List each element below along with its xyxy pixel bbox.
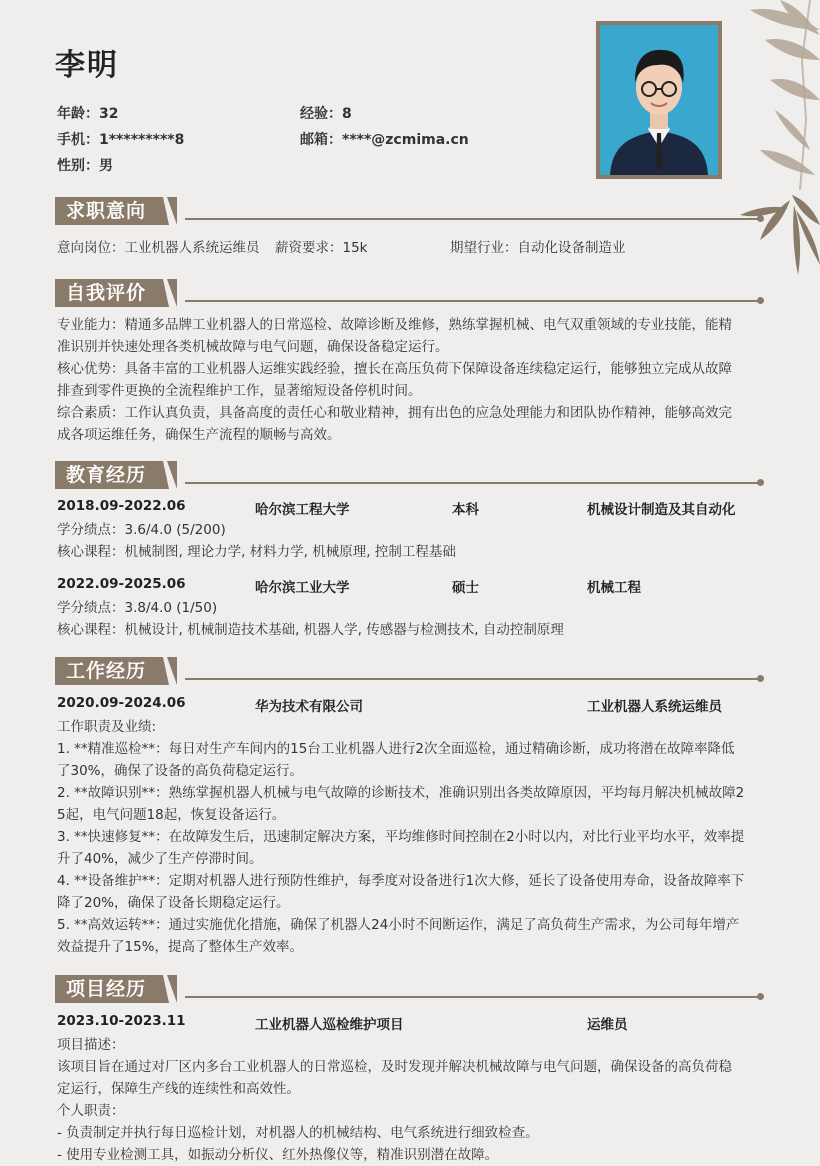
- edu-period: 2018.09-2022.06: [57, 498, 186, 514]
- project-duty-line: - 负责制定并执行每日巡检计划，对机器人的机械结构、电气系统进行细致检查。: [57, 1125, 539, 1141]
- work-intro: 工作职责及业绩:: [57, 719, 157, 735]
- project-period: 2023.10-2023.11: [57, 1013, 186, 1029]
- phone: 手机：1*********8: [57, 132, 185, 148]
- work-line: 4. **设备维护**：定期对机器人进行预防性维护，每季度对设备进行1次大修，延长了设备使用寿命，设备故障率下: [57, 873, 745, 889]
- section-dot: [757, 675, 764, 682]
- age: 年龄：32: [57, 106, 119, 122]
- work-line: 2. **故障识别**：熟练掌握机器人机械与电气故障的诊断技术，准确识别出各类故障原因，平均每月解决机械故障2: [57, 785, 745, 801]
- work-line: 3. **快速修复**：在故障发生后，迅速制定解决方案，平均维修时间控制在2小时以内，对比行业平均水平，效率提: [57, 829, 745, 845]
- self-eval-line: 综合素质：工作认真负责，具备高度的责任心和敬业精神，拥有出色的应急处理能力和团队协作精神，能够高效完: [57, 405, 732, 421]
- self-eval-line: 专业能力：精通多品牌工业机器人的日常巡检、故障诊断及维修，熟练掌握机械、电气双重领域的专业技能，能精: [57, 317, 732, 333]
- edu-gpa: 学分绩点：3.8/4.0 (1/50): [57, 600, 218, 616]
- section-label: 教育经历: [66, 464, 147, 486]
- section-title-education: [55, 461, 181, 489]
- work-line: 降了20%，确保了设备长期稳定运行。: [57, 895, 290, 911]
- section-divider: [185, 482, 762, 484]
- section-title-work: [55, 657, 181, 685]
- edu-school: 哈尔滨工业大学: [255, 580, 350, 596]
- profile-photo: [600, 25, 718, 175]
- edu-degree: 硕士: [452, 580, 479, 596]
- section-label: 自我评价: [66, 282, 147, 304]
- self-eval-line: 成各项运维任务，确保生产流程的顺畅与高效。: [57, 427, 341, 443]
- section-divider: [185, 996, 762, 998]
- edu-major: 机械设计制造及其自动化: [587, 502, 736, 518]
- edu-school: 哈尔滨工程大学: [255, 502, 350, 518]
- work-line: 5. **高效运转**：通过实施优化措施，确保了机器人24小时不间断运作，满足了高负荷生产需求，为公司每年增产: [57, 917, 740, 933]
- intention-salary: 薪资要求：15k: [275, 240, 368, 256]
- section-label: 项目经历: [66, 978, 147, 1000]
- work-line: 效益提升了15%，提高了整体生产效率。: [57, 939, 304, 955]
- section-dot: [757, 297, 764, 304]
- work-company: 华为技术有限公司: [255, 699, 363, 715]
- edu-major: 机械工程: [587, 580, 641, 596]
- section-divider: [185, 218, 762, 220]
- bamboo-decoration: [710, 0, 820, 300]
- work-period: 2020.09-2024.06: [57, 695, 186, 711]
- edu-courses: 核心课程：机械设计, 机械制造技术基础, 机器人学, 传感器与检测技术, 自动控制原理: [57, 622, 564, 638]
- gender: 性别：男: [57, 158, 113, 174]
- work-line: 升了40%，减少了生产停滞时间。: [57, 851, 263, 867]
- project-duty-line: - 使用专业检测工具，如振动分析仪、红外热像仪等，精准识别潜在故障。: [57, 1147, 499, 1163]
- section-title-self-eval: [55, 279, 181, 307]
- candidate-name: 李明: [55, 48, 119, 83]
- section-label: 工作经历: [66, 660, 147, 682]
- edu-period: 2022.09-2025.06: [57, 576, 186, 592]
- section-dot: [757, 479, 764, 486]
- profile-photo-frame: [596, 21, 722, 179]
- project-desc-line: 定运行，保障生产线的连续性和高效性。: [57, 1081, 300, 1097]
- project-desc-line: 该项目旨在通过对厂区内多台工业机器人的日常巡检，及时发现并解决机械故障与电气问题，确保设备的高负荷稳: [57, 1059, 732, 1075]
- email: 邮箱：****@zcmima.cn: [300, 132, 469, 148]
- self-eval-line: 核心优势：具备丰富的工业机器人运维实践经验，擅长在高压负荷下保障设备连续稳定运行，能够独立完成从故障: [57, 361, 732, 377]
- project-name: 工业机器人巡检维护项目: [255, 1017, 404, 1033]
- experience: 经验：8: [300, 106, 352, 122]
- edu-degree: 本科: [452, 502, 479, 518]
- section-divider: [185, 678, 762, 680]
- section-title-project: [55, 975, 181, 1003]
- intention-industry: 期望行业：自动化设备制造业: [450, 240, 626, 256]
- work-line: 了30%，确保了设备的高负荷稳定运行。: [57, 763, 304, 779]
- work-role: 工业机器人系统运维员: [587, 699, 722, 715]
- self-eval-line: 排查到零件更换的全流程维护工作，显著缩短设备停机时间。: [57, 383, 422, 399]
- section-dot: [757, 993, 764, 1000]
- work-line: 5起，电气问题18起，恢复设备运行。: [57, 807, 286, 823]
- project-role: 运维员: [587, 1017, 628, 1033]
- section-divider: [185, 300, 762, 302]
- work-line: 1. **精准巡检**：每日对生产车间内的15台工业机器人进行2次全面巡检，通过精确诊断，成功将潜在故障率降低: [57, 741, 735, 757]
- project-desc-label: 项目描述：: [57, 1037, 125, 1053]
- edu-gpa: 学分绩点：3.6/4.0 (5/200): [57, 522, 226, 538]
- self-eval-line: 准识别并快速处理各类机械故障与电气问题，确保设备稳定运行。: [57, 339, 449, 355]
- project-duty-label: 个人职责：: [57, 1103, 125, 1119]
- section-dot: [757, 215, 764, 222]
- edu-courses: 核心课程：机械制图, 理论力学, 材料力学, 机械原理, 控制工程基础: [57, 544, 456, 560]
- section-label: 求职意向: [66, 200, 147, 222]
- intention-position: 意向岗位：工业机器人系统运维员: [57, 240, 260, 256]
- section-title-intention: [55, 197, 181, 225]
